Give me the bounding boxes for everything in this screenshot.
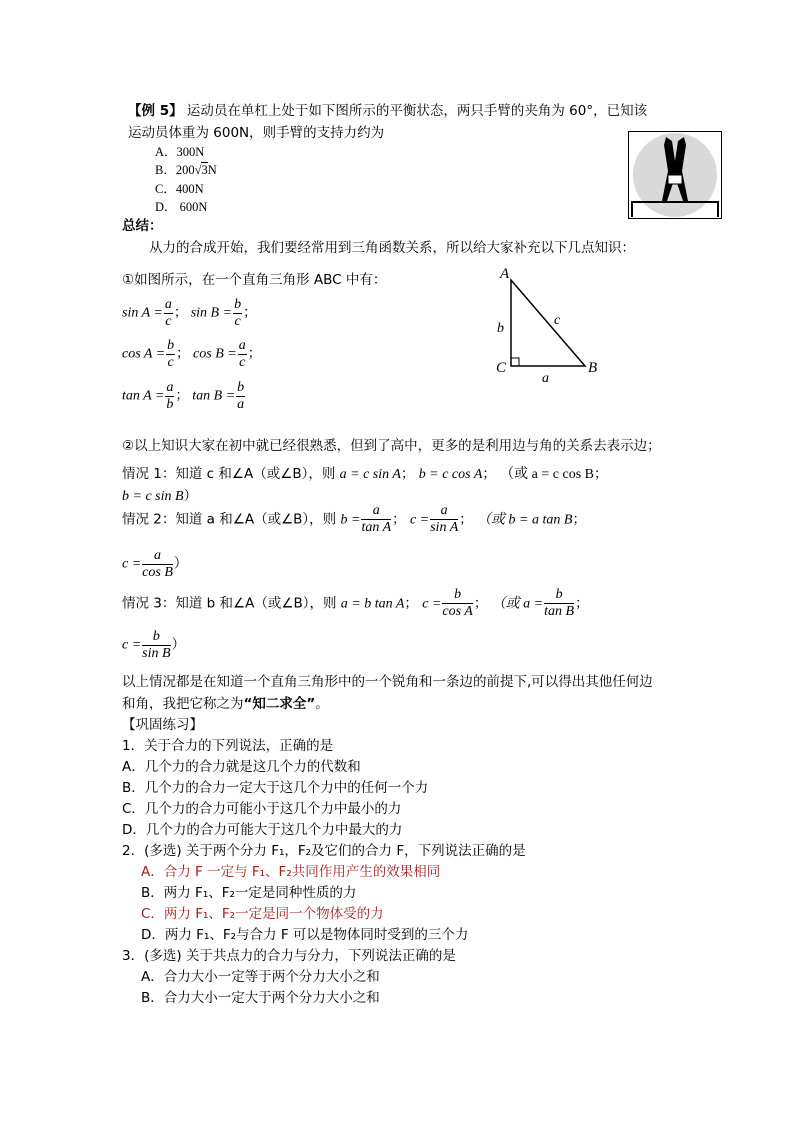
summary-point2: ②以上知识大家在初中就已经很熟悉，但到了高中，更多的是利用边与角的关系去表示边；	[122, 438, 661, 454]
frac-tanA: $\frac{a}{b}$	[166, 380, 174, 412]
example5-option-b: B．200√3N	[155, 163, 217, 177]
vertex-c-label: C	[496, 360, 507, 376]
case2-line2: c = $\frac{a}{\text{cos B}}$ ）	[122, 548, 188, 580]
example5-line1	[128, 99, 647, 119]
summary-title: 总结：	[122, 218, 163, 234]
q2-stem: 2．(多选) 关于两个分力 F₁，F₂及它们的合力 F，下列说法正确的是	[122, 843, 526, 859]
zhi-er-qiu-quan: “知二求全”	[243, 696, 316, 712]
q1-option-a: A．几个力的合力就是这几个力的代数和	[122, 759, 361, 775]
vertex-b-label: B	[588, 360, 598, 376]
conclusion-line2: 和角，我把它称之为“知二求全”。	[122, 696, 329, 712]
case3-line2: c = $\frac{b}{\text{sin B}}$ ）	[122, 629, 186, 661]
side-a-label: a	[542, 371, 549, 382]
frac-sinB: $\frac{b}{c}$	[234, 297, 242, 329]
frac-cosB: $\frac{a}{c}$	[238, 338, 246, 370]
q2-option-d: D．两力 F₁、F₂与合力 F 可以是物体同时受到的三个力	[141, 927, 469, 943]
q3-option-b: B．合力大小一定大于两个分力大小之和	[141, 990, 380, 1006]
summary-intro: 从力的合成开始，我们要经常用到三角函数关系，所以给大家补充以下几点知识：	[149, 240, 635, 256]
frac-c2-c2: $\frac{a}{\text{cos B}}$	[142, 548, 173, 580]
q1-option-c: C．几个力的合力可能小于这几个力中最小的力	[122, 801, 402, 817]
frac-c3-c2: $\frac{b}{\text{sin B}}$	[142, 629, 171, 661]
practice-title: 【巩固练习】	[122, 717, 203, 733]
q2-option-b: B．两力 F₁、F₂一定是同种性质的力	[141, 885, 357, 901]
sqrt-sign-icon: √	[194, 163, 202, 177]
formula-sin: sin A = $\frac{a}{c}$ ； sin B = $\frac{b}{c}$ ；	[122, 297, 257, 329]
case1-line2: b = c sin B）	[122, 488, 198, 504]
case3-line1: 情况 3：知道 b 和∠A（或∠B），则 a = b tan A； c = $\frac{b}{\text{cos A}}$ ； （或 a = $\frac{b}{\text{tan B}}$ ；	[122, 587, 589, 619]
example5-line2: 运动员体重为 600N，则手臂的支持力约为	[128, 125, 385, 141]
q3-stem: 3．(多选) 关于共点力的合力与分力，下列说法正确的是	[122, 948, 456, 964]
side-c-label: c	[554, 313, 561, 328]
formula-cos: cos A = $\frac{b}{c}$ ； cos B = $\frac{a}{c}$ ；	[122, 338, 262, 370]
right-triangle-diagram	[490, 262, 610, 382]
right-triangle-icon	[490, 262, 610, 382]
frac-c3-alt: $\frac{b}{\text{tan B}}$	[544, 587, 575, 619]
frac-tanB: $\frac{b}{a}$	[237, 380, 245, 412]
sqrt-radicand: 3	[201, 163, 208, 177]
frac-c3-c: $\frac{b}{\text{cos A}}$	[442, 587, 473, 619]
side-b-label: b	[497, 321, 504, 336]
frac-sinA: $\frac{a}{c}$	[164, 297, 172, 329]
formula-tan: tan A = $\frac{a}{b}$ ； tan B = $\frac{b}{a}$	[122, 380, 245, 412]
frac-cosA: $\frac{b}{c}$	[167, 338, 175, 370]
summary-point1: ①如图所示，在一个直角三角形 ABC 中有：	[122, 272, 387, 288]
q1-option-b: B．几个力的合力一定大于这几个力中的任何一个力	[122, 780, 429, 796]
example5-label: 【例 5】	[128, 103, 183, 119]
q2-option-c: C．两力 F₁、F₂一定是同一个物体受的力	[141, 906, 384, 922]
conclusion-line1: 以上情况都是在知道一个直角三角形中的一个锐角和一条边的前提下,可以得出其他任何边	[122, 674, 653, 690]
vertex-a-label: A	[500, 266, 510, 282]
q1-stem: 1．关于合力的下列说法，正确的是	[122, 738, 334, 754]
q2-option-a: A．合力 F 一定与 F₁、F₂共同作用产生的效果相同	[141, 864, 441, 880]
frac-c2-b: $\frac{a}{\text{tan A}}$	[361, 503, 392, 535]
frac-c2-c: $\frac{a}{\text{sin A}}$	[430, 503, 459, 535]
case2-line1: 情况 2：知道 a 和∠A（或∠B），则 b = $\frac{a}{\text{tan A}}$ ； c = $\frac{a}{\text{sin A}}$ ； （或 b = a tan B；	[122, 503, 586, 535]
example5-option-d: D． 600N	[155, 200, 208, 214]
gymnast-on-bar-icon	[628, 131, 722, 219]
example5-text1: 运动员在单杠上处于如下图所示的平衡状态，两只手臂的夹角为 60°，已知该	[186, 103, 648, 119]
gymnast-figure	[628, 131, 722, 219]
example5-option-c: C．400N	[155, 182, 204, 196]
q3-option-a: A．合力大小一定等于两个分力大小之和	[141, 969, 380, 985]
q1-option-d: D．几个力的合力可能大于这几个力中最大的力	[122, 822, 403, 838]
case1-line1: 情况 1：知道 c 和∠A（或∠B），则 a = c sin A； b = c cos A； （或 a = c cos B；	[122, 466, 608, 482]
example5-option-a: A．300N	[155, 145, 205, 159]
